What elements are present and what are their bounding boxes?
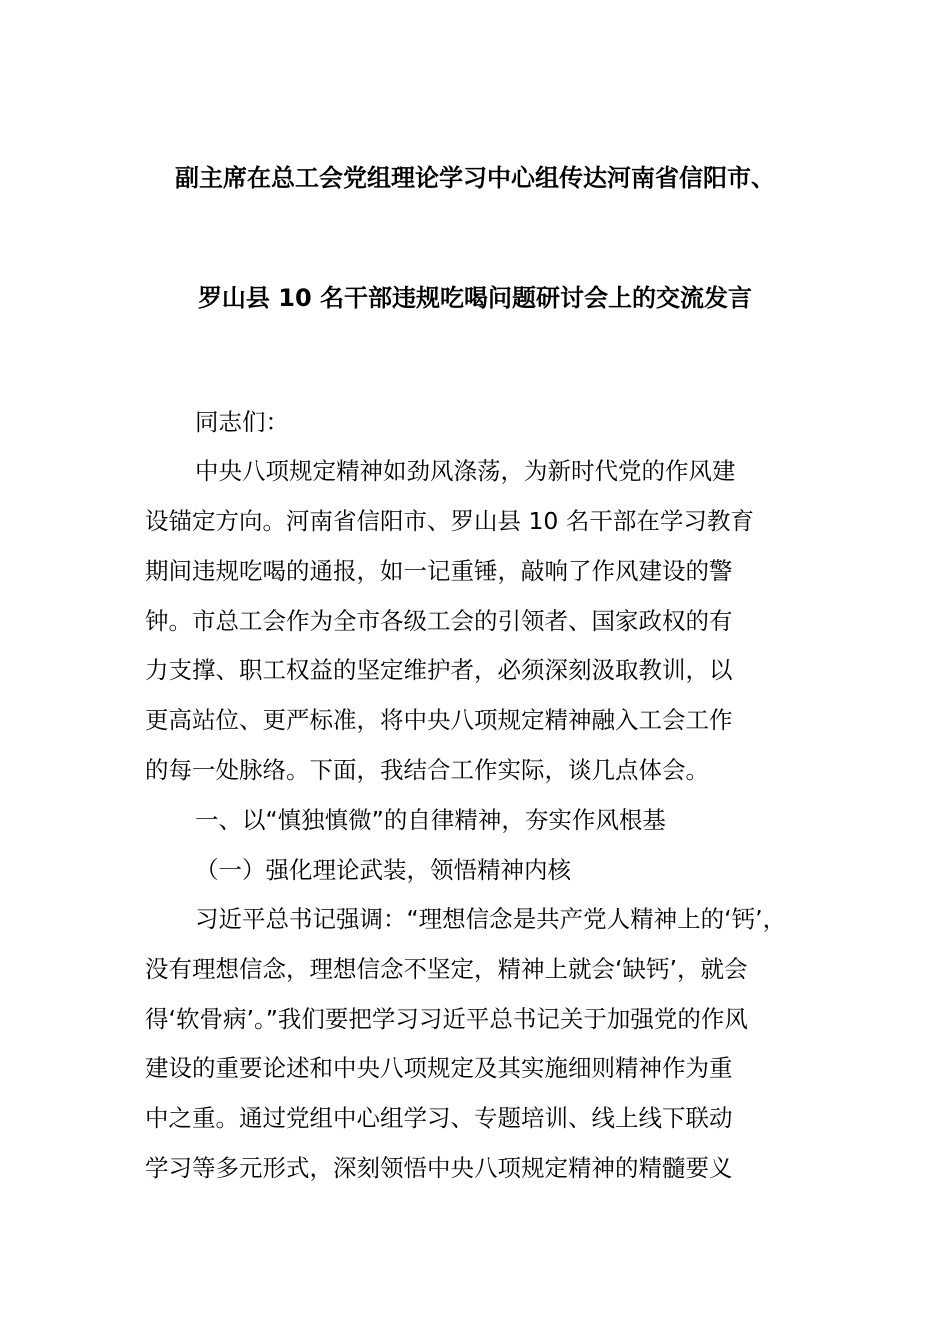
subsection-heading: （一）强化理论武装，领悟精神内核	[195, 856, 571, 884]
document-title-line-2: 罗山县 10 名干部违规吃喝问题研讨会上的交流发言	[197, 284, 753, 312]
document-title-line-1: 副主席在总工会党组理论学习中心组传达河南省信阳市、	[175, 164, 775, 192]
body-line: 中央八项规定精神如劲风涤荡，为新时代党的作风建	[195, 457, 736, 485]
body-line: 钟。市总工会作为全市各级工会的引领者、国家政权的有	[145, 607, 733, 635]
body-line: 设锚定方向。河南省信阳市、罗山县 10 名干部在学习教育	[145, 507, 754, 535]
body-line: 习近平总书记强调：“理想信念是共产党人精神上的‘钙’，	[195, 905, 787, 933]
body-line: 更高站位、更严标准，将中央八项规定精神融入工会工作	[145, 706, 733, 734]
body-line: 建设的重要论述和中央八项规定及其实施细则精神作为重	[145, 1054, 733, 1082]
body-line: 中之重。通过党组中心组学习、专题培训、线上线下联动	[145, 1104, 733, 1132]
section-heading: 一、以“慎独慎微”的自律精神，夯实作风根基	[195, 806, 666, 834]
body-line: 没有理想信念，理想信念不坚定，精神上就会‘缺钙’，就会	[145, 955, 748, 983]
body-line: 期间违规吃喝的通报，如一记重锤，敲响了作风建设的警	[145, 557, 733, 585]
body-line: 的每一处脉络。下面，我结合工作实际，谈几点体会。	[145, 756, 709, 784]
body-line: 力支撑、职工权益的坚定维护者，必须深刻汲取教训，以	[145, 656, 733, 684]
body-line: 得‘软骨病’。”我们要把学习习近平总书记关于加强党的作风	[145, 1005, 748, 1033]
body-line: 学习等多元形式，深刻领悟中央八项规定精神的精髓要义	[145, 1154, 733, 1182]
salutation: 同志们：	[195, 408, 289, 436]
